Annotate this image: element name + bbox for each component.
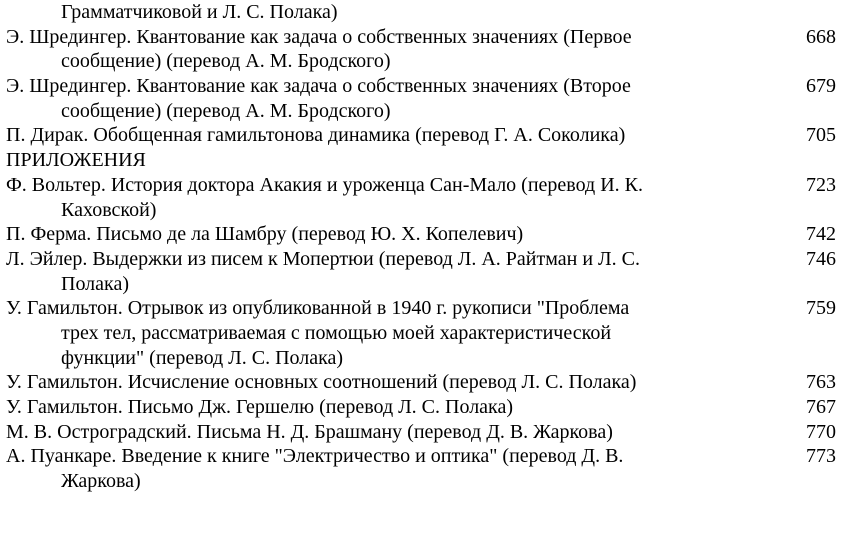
toc-entry — [6, 25, 836, 74]
toc-entry-title — [6, 247, 771, 296]
toc-entry-line: Э. Шредингер. Квантование как задача о собственных значениях (Первое — [6, 25, 632, 48]
toc-entry — [6, 123, 836, 148]
toc-entry-page-number: 773 — [806, 445, 836, 468]
toc-entry-page-number: 746 — [806, 247, 836, 270]
toc-entry-page-number: 767 — [806, 396, 836, 419]
toc-entry — [6, 296, 836, 370]
toc-entry-line: сообщение) (перевод А. М. Бродского) — [61, 50, 391, 73]
toc-entries-after — [6, 173, 836, 494]
toc-entry-title — [6, 395, 771, 420]
toc-entry-title — [6, 123, 771, 148]
continuation-line: Грамматчиковой и Л. С. Полака) — [61, 1, 338, 23]
toc-entry-title — [6, 25, 771, 74]
toc-entry-page-number: 763 — [806, 371, 836, 394]
toc-entry-line: У. Гамильтон. Исчисление основных соотношений (перевод Л. С. Полака) — [6, 371, 637, 394]
toc-entry — [6, 370, 836, 395]
toc-entry-page-number: 723 — [806, 173, 836, 196]
toc-entry — [6, 395, 836, 420]
toc-entry-title — [6, 74, 771, 123]
toc-entry-line: Каховской) — [61, 198, 157, 221]
toc-entry-page-number: 770 — [806, 420, 836, 443]
toc-entry-line: Жаркова) — [61, 470, 141, 493]
toc-entry-page-number: 742 — [806, 223, 836, 246]
toc-entry-page-number: 705 — [806, 124, 836, 147]
toc-entry-title — [6, 444, 771, 493]
toc-entry — [6, 173, 836, 222]
toc-entry — [6, 420, 836, 445]
toc-entry-title — [6, 296, 771, 370]
toc-entry-line: П. Ферма. Письмо де ла Шамбру (перевод Ю. Х. Копелевич) — [6, 223, 524, 246]
toc-entry-line: функции" (перевод Л. С. Полака) — [61, 346, 344, 369]
toc-entry-title — [6, 370, 771, 395]
toc-entry-line: Л. Эйлер. Выдержки из писем к Мопертюи (перевод Л. А. Райтман и Л. С. — [6, 247, 640, 270]
section-heading: ПРИЛОЖЕНИЯ — [6, 149, 146, 172]
toc-entry-line: У. Гамильтон. Отрывок из опубликованной в 1940 г. рукописи "Проблема — [6, 297, 630, 320]
toc-entry-title — [6, 173, 771, 222]
toc-entry-line: сообщение) (перевод А. М. Бродского) — [61, 99, 391, 122]
toc-entry — [6, 444, 836, 493]
toc-entry-page-number: 668 — [806, 25, 836, 48]
toc-entry-page-number: 679 — [806, 75, 836, 98]
toc-entry-title — [6, 420, 771, 445]
toc-entries-before — [6, 25, 836, 148]
toc-entry-line: М. В. Остроградский. Письма Н. Д. Брашману (перевод Д. В. Жаркова) — [6, 420, 613, 443]
toc-entry — [6, 247, 836, 296]
toc-entry-line: А. Пуанкаре. Введение к книге "Электричество и оптика" (перевод Д. В. — [6, 445, 624, 468]
toc-entry-line: Ф. Вольтер. История доктора Акакия и уроженца Сан-Мало (перевод И. К. — [6, 173, 643, 196]
toc-entry-page-number: 759 — [806, 297, 836, 320]
toc-entry-title — [6, 222, 771, 247]
toc-entry-line: трех тел, рассматриваемая с помощью моей характеристической — [61, 321, 612, 344]
toc-entry — [6, 222, 836, 247]
toc-page — [6, 0, 836, 494]
toc-entry — [6, 74, 836, 123]
toc-entry-line: Полака) — [61, 272, 129, 295]
toc-entry-line: У. Гамильтон. Письмо Дж. Гершелю (перевод Л. С. Полака) — [6, 396, 514, 419]
toc-entry-line: П. Дирак. Обобщенная гамильтонова динамика (перевод Г. А. Соколика) — [6, 124, 626, 147]
toc-entry-line: Э. Шредингер. Квантование как задача о собственных значениях (Второе — [6, 75, 631, 98]
